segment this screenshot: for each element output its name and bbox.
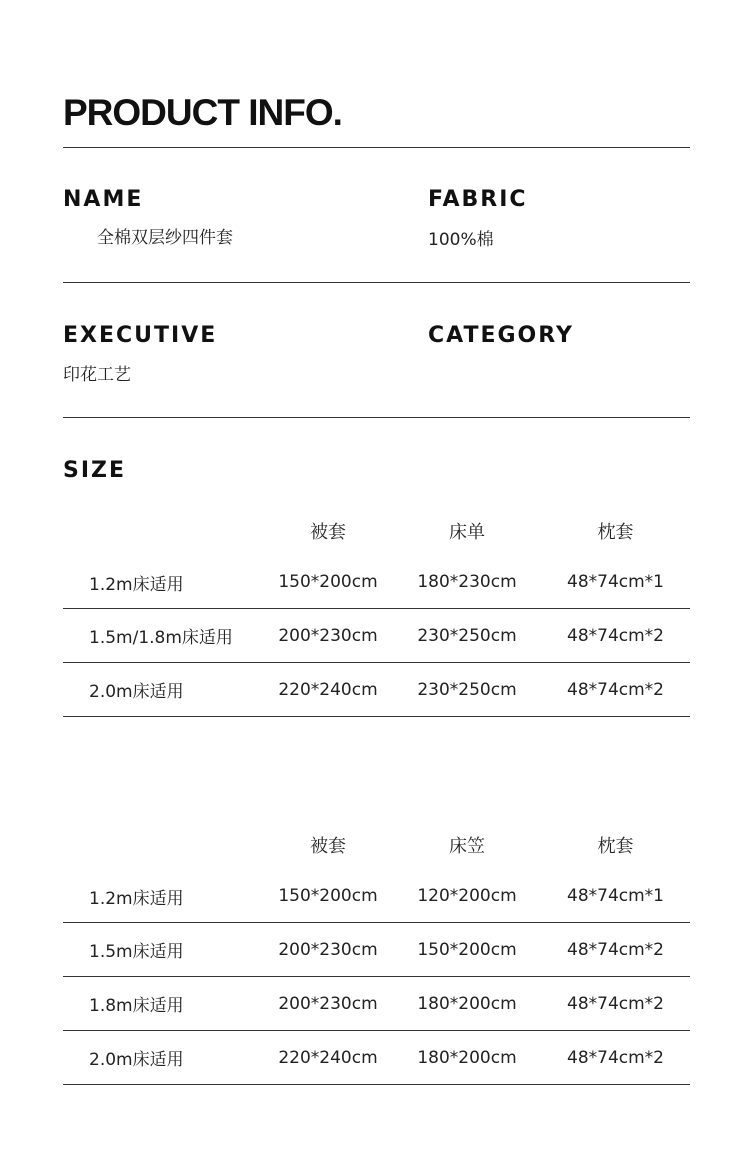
dimension-cell: 48*74cm*2 [541, 977, 690, 1031]
name-value: 全棉双层纱四件套 [97, 228, 233, 248]
dimension-cell: 200*230cm [263, 609, 393, 663]
dimension-cell: 180*230cm [393, 556, 541, 609]
page-title: PRODUCT INFO. [63, 92, 342, 133]
dimension-cell: 48*74cm*2 [541, 923, 690, 977]
column-header: 被套 [310, 522, 346, 543]
size-label: SIZE [63, 458, 127, 483]
executive-value: 印花工艺 [63, 365, 131, 385]
dimension-cell: 48*74cm*2 [541, 609, 690, 663]
dimension-cell: 230*250cm [393, 663, 541, 717]
dimension-cell: 200*230cm [263, 977, 393, 1031]
size-table-1 [63, 506, 690, 717]
dimension-cell: 200*230cm [263, 923, 393, 977]
divider [63, 417, 690, 418]
dimension-cell: 150*200cm [263, 556, 393, 609]
table-row [63, 977, 690, 1031]
fabric-value: 100%棉 [428, 230, 494, 250]
table-row [63, 923, 690, 977]
dimension-cell: 48*74cm*1 [541, 870, 690, 923]
column-header: 枕套 [597, 836, 634, 857]
dimension-cell: 230*250cm [393, 609, 541, 663]
dimension-cell: 180*200cm [393, 977, 541, 1031]
category-label: CATEGORY [428, 323, 574, 348]
dimension-cell: 120*200cm [393, 870, 541, 923]
bed-size-cell: 1.5m床适用 [63, 923, 263, 977]
table-row [63, 870, 690, 923]
bed-size-cell: 1.2m床适用 [63, 556, 263, 609]
bed-size-cell: 1.8m床适用 [63, 977, 263, 1031]
dimension-cell: 48*74cm*2 [541, 1031, 690, 1085]
fabric-label: FABRIC [428, 187, 528, 212]
bed-size-cell: 1.5m/1.8m床适用 [63, 609, 263, 663]
table-row [63, 556, 690, 609]
divider [63, 147, 690, 148]
column-header: 枕套 [597, 522, 634, 543]
dimension-cell: 180*200cm [393, 1031, 541, 1085]
divider [63, 282, 690, 283]
table-row [63, 663, 690, 717]
column-header: 被套 [310, 836, 346, 857]
column-header: 床单 [449, 522, 485, 543]
dimension-cell: 220*240cm [263, 1031, 393, 1085]
column-header: 床笠 [449, 836, 485, 857]
size-table-2 [63, 820, 690, 1085]
dimension-cell: 150*200cm [393, 923, 541, 977]
dimension-cell: 220*240cm [263, 663, 393, 717]
bed-size-cell: 2.0m床适用 [63, 663, 263, 717]
dimension-cell: 150*200cm [263, 870, 393, 923]
bed-size-cell: 2.0m床适用 [63, 1031, 263, 1085]
name-label: NAME [63, 187, 144, 212]
column-header [63, 820, 263, 870]
dimension-cell: 48*74cm*2 [541, 663, 690, 717]
table-row [63, 609, 690, 663]
dimension-cell: 48*74cm*1 [541, 556, 690, 609]
bed-size-cell: 1.2m床适用 [63, 870, 263, 923]
column-header [63, 506, 263, 556]
executive-label: EXECUTIVE [63, 323, 218, 348]
table-row [63, 1031, 690, 1085]
